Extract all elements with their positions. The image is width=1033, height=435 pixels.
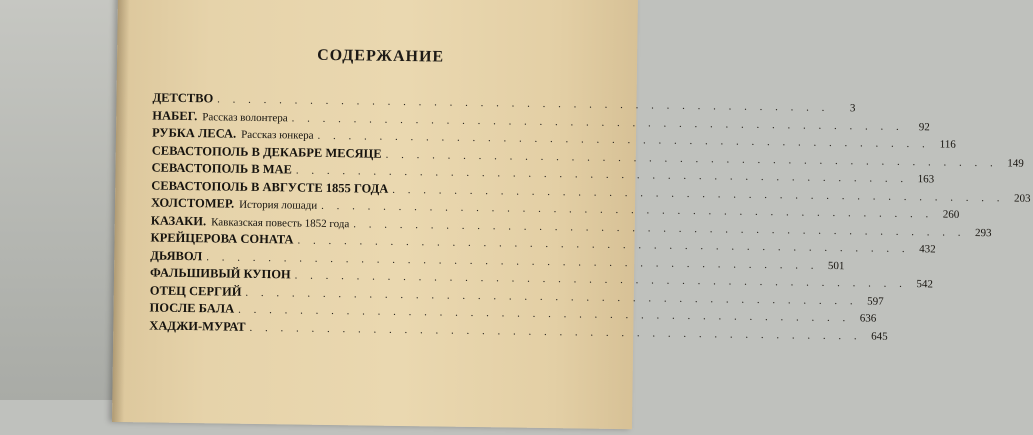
toc-entry-page-number: 149: [1007, 156, 1024, 170]
toc-entry-title: ОТЕЦ СЕРГИЙ: [149, 282, 242, 299]
toc-entry-page-number: 116: [939, 138, 956, 151]
toc-entry-page-number: 3: [849, 102, 856, 115]
dot-leader: . . . . . . . . . . . . . . . . . . . . . . . . . . . . . . . . . . . . . . . .: [297, 234, 910, 256]
toc-entry-page-number: 432: [919, 243, 936, 256]
toc-entry-page-number: 645: [871, 330, 888, 343]
dot-leader: . . . . . . . . . . . . . . . . . . . . . . . . . . . . . . . . . . . . . . . .: [385, 148, 998, 169]
toc-entry-subtitle: Рассказ волонтера: [202, 110, 288, 124]
dot-leader: . . . . . . . . . . . . . . . . . . . . . . . . . . . . . . . . . . . . . . . .: [206, 250, 819, 272]
toc-entry-title: РУБКА ЛЕСА.: [151, 125, 237, 141]
dot-leader: . . . . . . . . . . . . . . . . . . . . . . . . . . . . . . . . . . . . . . . .: [294, 269, 907, 291]
page-title: СОДЕРЖАНИЕ: [317, 46, 445, 66]
toc-entry-title: СЕВАСТОПОЛЬ В МАЕ: [151, 160, 293, 177]
toc-entry-title: ПОСЛЕ БАЛА: [149, 300, 235, 316]
dot-leader: . . . . . . . . . . . . . . . . . . . . . . . . . . . . . . . . . . . . . . . .: [238, 303, 851, 325]
toc-entry-title: СЕВАСТОПОЛЬ В АВГУСТЕ 1855 ГОДА: [151, 177, 389, 196]
toc-entry-title: НАБЕГ.: [152, 107, 198, 123]
toc-entry-title: КАЗАКИ.: [150, 212, 207, 228]
table-of-contents: [149, 90, 1031, 343]
toc-entry-page-number: 293: [974, 226, 992, 239]
toc-entry-subtitle: Рассказ юнкера: [241, 128, 314, 142]
toc-entry-title: СЕВАСТОПОЛЬ В ДЕКАБРЕ МЕСЯЦЕ: [151, 142, 382, 161]
toc-entry-page-number: 597: [867, 294, 884, 308]
dot-leader: . . . . . . . . . . . . . . . . . . . . . . . . . . . . . . . . . . . . . . . .: [321, 199, 934, 221]
toc-entry-page-number: 163: [917, 173, 935, 186]
dot-leader: . . . . . . . . . . . . . . . . . . . . . . . . . . . . . . . . . . . . . . . .: [353, 217, 966, 239]
dot-leader: . . . . . . . . . . . . . . . . . . . . . . . . . . . . . . . . . . . . . . . .: [295, 164, 909, 186]
dot-leader: . . . . . . . . . . . . . . . . . . . . . . . . . . . . . . . . . . . . . . . .: [392, 183, 1005, 204]
toc-entry-page-number: 260: [942, 208, 960, 221]
toc-entry-title: ДЬЯВОЛ: [150, 247, 203, 263]
dot-leader: . . . . . . . . . . . . . . . . . . . . . . . . . . . . . . . . . . . . . . . .: [317, 129, 930, 151]
toc-entry-title: ХОЛСТОМЕР.: [150, 195, 235, 211]
toc-entry-page-number: 501: [827, 259, 845, 272]
dot-leader: . . . . . . . . . . . . . . . . . . . . . . . . . . . . . . . . . . . . . . . .: [249, 321, 862, 342]
dot-leader: . . . . . . . . . . . . . . . . . . . . . . . . . . . . . . . . . . . . . . . .: [217, 93, 830, 114]
toc-entry-page-number: 92: [918, 120, 930, 133]
toc-entry-title: ХАДЖИ-МУРАТ: [149, 317, 246, 334]
toc-entry-title: ДЕТСТВО: [152, 90, 214, 106]
toc-entry-subtitle: История лошади: [239, 198, 318, 212]
toc-entry-subtitle: Кавказская повесть 1852 года: [211, 215, 350, 230]
toc-entry-title: КРЕЙЦЕРОВА СОНАТА: [150, 230, 294, 247]
dot-leader: . . . . . . . . . . . . . . . . . . . . . . . . . . . . . . . . . . . . . . . .: [245, 286, 858, 307]
dot-leader: . . . . . . . . . . . . . . . . . . . . . . . . . . . . . . . . . . . . . . . .: [291, 111, 904, 133]
toc-entry-page-number: 203: [1013, 192, 1031, 205]
toc-entry-title: ФАЛЬШИВЫЙ КУПОН: [149, 265, 291, 282]
toc-entry-page-number: 636: [859, 312, 877, 325]
toc-entry-page-number: 542: [916, 278, 933, 291]
book-page: [112, 0, 1031, 429]
